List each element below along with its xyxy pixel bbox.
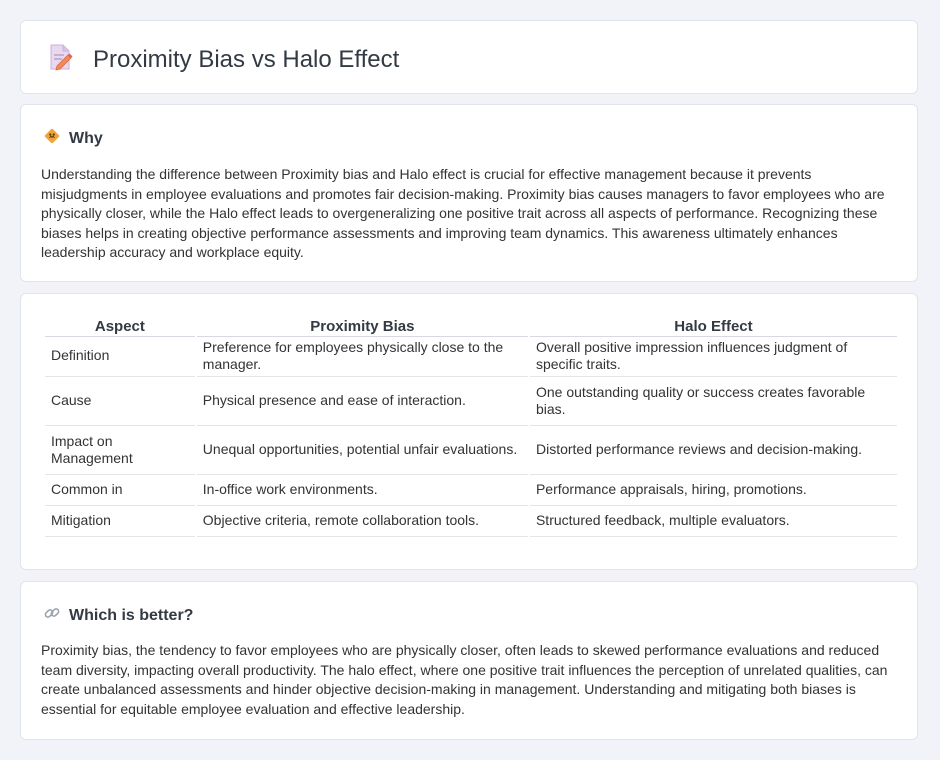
comparison-table <box>43 316 899 537</box>
row-label: Definition <box>45 337 195 377</box>
diamond-road-sign-icon <box>43 127 69 150</box>
row-label: Common in <box>45 475 195 506</box>
proximity-cell: Objective criteria, remote collaboration tools. <box>197 506 528 537</box>
why-title: Why <box>69 129 103 147</box>
proximity-cell: Physical presence and ease of interaction. <box>197 377 528 426</box>
proximity-cell: Unequal opportunities, potential unfair evaluations. <box>197 426 528 475</box>
better-title: Which is better? <box>69 606 194 624</box>
table-row <box>45 377 897 426</box>
halo-cell: Overall positive impression influences judgment of specific traits. <box>530 337 897 377</box>
title-row <box>47 43 399 76</box>
title-card <box>20 20 918 94</box>
row-label: Cause <box>45 377 195 426</box>
column-header-proximity-bias: Proximity Bias <box>197 316 528 337</box>
link-icon <box>43 604 69 627</box>
table-header-row <box>45 316 897 337</box>
halo-cell: Distorted performance reviews and decision-making. <box>530 426 897 475</box>
column-header-aspect: Aspect <box>45 316 195 337</box>
proximity-cell: Preference for employees physically close to the manager. <box>197 337 528 377</box>
table-row <box>45 475 897 506</box>
table-row <box>45 426 897 475</box>
why-paragraph: Understanding the difference between Proximity bias and Halo effect is crucial for effective management because it prevents misjudgments in employee evaluations and promotes fair decision-making. Proximity bias causes managers to favor employees who are physically closer, while the Halo effect leads to overgeneralizing one positive trait across all aspects of performance. Recognizing these biases helps in creating objective performance assessments and improving team dynamics. This awareness ultimately enhances leadership accuracy and workplace equity. <box>41 166 885 261</box>
better-heading <box>43 604 193 627</box>
which-is-better-card <box>20 581 918 740</box>
better-paragraph: Proximity bias, the tendency to favor employees who are physically closer, often leads to skewed performance evaluations and reduced team diversity, impacting overall productivity. The halo effect, where one positive trait influences the perception of unrelated qualities, can create unbalanced assessments and hinder objective decision-making in management. Understanding and mitigating both biases is essential for equitable employee evaluation and effective leadership. <box>41 642 888 717</box>
comparison-card <box>20 293 918 570</box>
column-header-halo-effect: Halo Effect <box>530 316 897 337</box>
table-row <box>45 337 897 377</box>
halo-cell: One outstanding quality or success creates favorable bias. <box>530 377 897 426</box>
why-card <box>20 104 918 282</box>
halo-cell: Performance appraisals, hiring, promotions. <box>530 475 897 506</box>
document-pencil-icon <box>47 43 93 76</box>
row-label: Impact on Management <box>45 426 195 475</box>
row-label: Mitigation <box>45 506 195 537</box>
page-title: Proximity Bias vs Halo Effect <box>93 45 400 73</box>
halo-cell: Structured feedback, multiple evaluators. <box>530 506 897 537</box>
table-row <box>45 506 897 537</box>
why-heading <box>43 127 103 150</box>
proximity-cell: In-office work environments. <box>197 475 528 506</box>
